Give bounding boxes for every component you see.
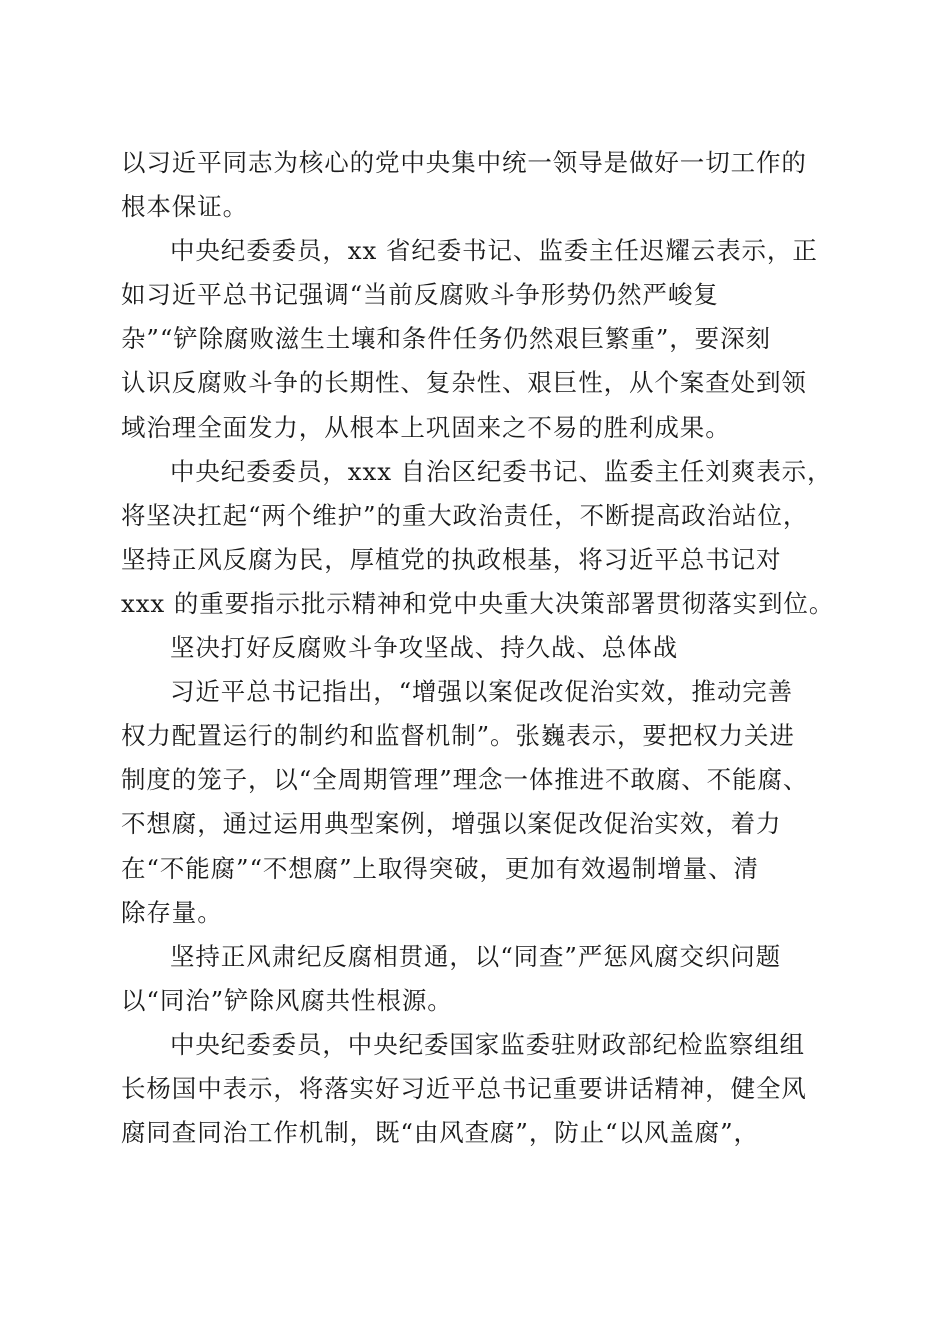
text-line: 中央纪委委员，中央纪委国家监委驻财政部纪检监察组组 (170, 1029, 805, 1059)
text-line: 长杨国中表示，将落实好习近平总书记重要讲话精神，健全风 (121, 1073, 807, 1103)
paragraph (121, 1023, 833, 1155)
section-heading (121, 626, 833, 670)
text-line: 杂”“铲除腐败滋生土壤和条件任务仍然艰巨繁重”，要深刻 (121, 324, 771, 354)
paragraph (121, 229, 833, 449)
text-line: 习近平总书记指出，“增强以案促改促治实效，推动完善 (170, 677, 794, 707)
text-line: 坚持正风肃纪反腐相贯通，以“同查”严惩风腐交织问题 (170, 941, 782, 971)
text-line: 中央纪委委员，xx 省纪委书记、监委主任迟耀云表示，正 (170, 236, 818, 266)
text-line: 认识反腐败斗争的长期性、复杂性、艰巨性，从个案查处到领 (121, 368, 807, 398)
text-line: 如习近平总书记强调“当前反腐败斗争形势仍然严峻复 (121, 280, 719, 310)
text-line: 以“同治”铲除风腐共性根源。 (121, 985, 453, 1015)
text-line: 域治理全面发力，从根本上巩固来之不易的胜利成果。 (121, 412, 731, 442)
paragraph (121, 450, 833, 626)
text-line: 将坚决扛起“两个维护”的重大政治责任，不断提高政治站位， (121, 500, 809, 530)
paragraph (121, 141, 833, 229)
text-line: 坚持正风反腐为民，厚植党的执政根基，将习近平总书记对 (121, 544, 782, 574)
text-line: xxx 的重要指示批示精神和党中央重大决策部署贯彻落实到位。 (121, 588, 835, 618)
text-line: 以习近平同志为核心的党中央集中统一领导是做好一切工作的 (121, 148, 807, 177)
paragraph (121, 670, 833, 935)
text-line: 权力配置运行的制约和监督机制”。张巍表示，要把权力关进 (121, 721, 795, 751)
text-line: 坚决打好反腐败斗争攻坚战、持久战、总体战 (170, 633, 678, 663)
text-line: 不想腐，通过运用典型案例，增强以案促改促治实效，着力 (121, 809, 782, 839)
text-line: 除存量。 (121, 897, 223, 927)
text-line: 制度的笼子，以“全周期管理”理念一体推进不敢腐、不能腐、 (121, 765, 809, 795)
paragraph (121, 935, 833, 1023)
text-line: 中央纪委委员，xxx 自治区纪委书记、监委主任刘爽表示， (170, 456, 833, 486)
document-body (121, 141, 833, 1155)
text-line: 在“不能腐”“不想腐”上取得突破，更加有效遏制增量、清 (121, 853, 759, 883)
text-line: 根本保证。 (121, 192, 248, 222)
text-line: 腐同查同治工作机制，既“由风查腐”，防止“以风盖腐”， (121, 1118, 759, 1148)
